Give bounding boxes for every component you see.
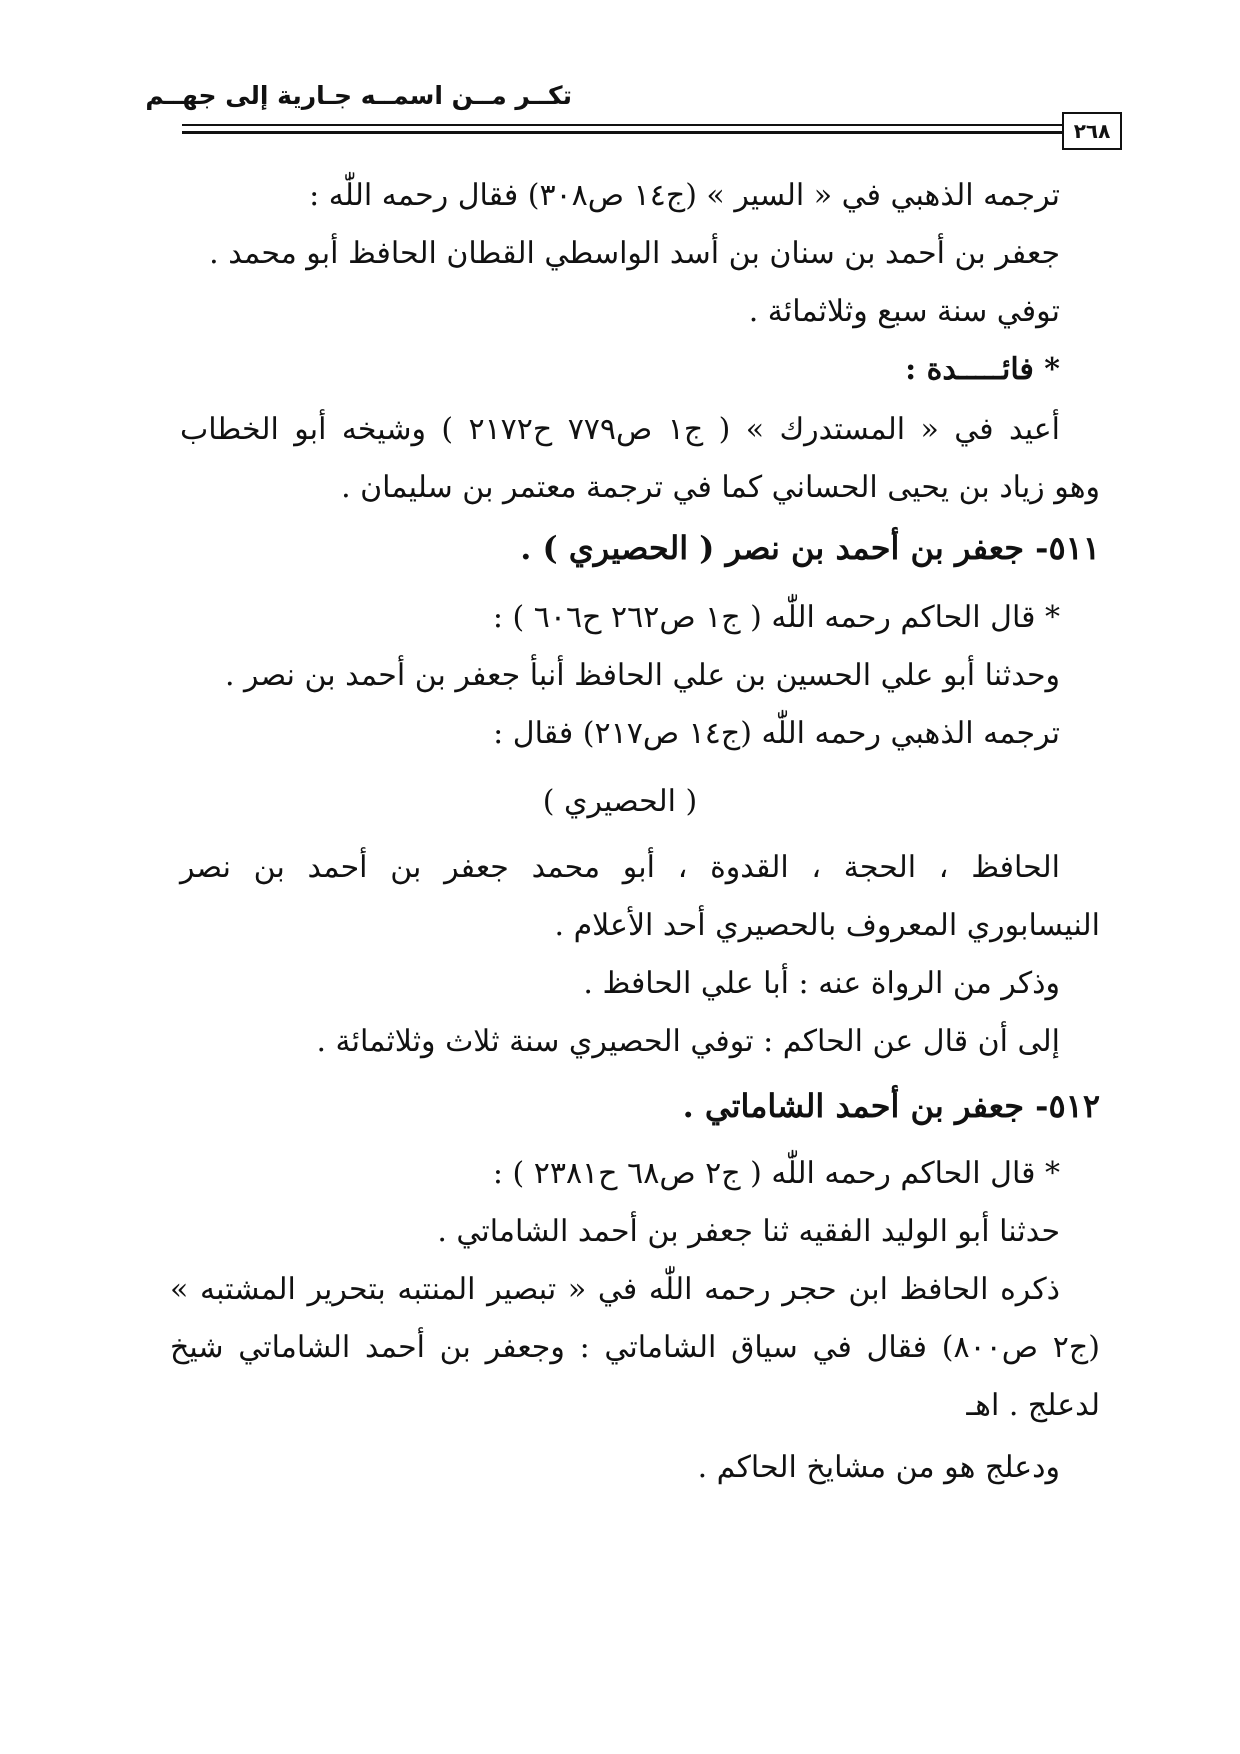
text-line: النيسابوري المعروف بالحصيري أحد الأعلام . [554, 908, 1100, 943]
text-line: توفي سنة سبع وثلاثمائة . [748, 294, 1060, 329]
entry-heading-511: ٥١١- جعفر بن أحمد بن نصر ( الحصيري ) . [520, 529, 1100, 567]
text-line: (ج٢ ص٨٠٠) فقال في سياق الشاماتي : وجعفر بن أحمد الشاماتي شيخ [170, 1330, 1100, 1365]
text-line: * قال الحاكم رحمه اللّٰه ( ج٢ ص٦٨ ح٢٣٨١ ) : [492, 1156, 1060, 1191]
running-header-title: تكــر مــن اسمــه جـارية إلى جهــم [145, 81, 572, 110]
text-line: جعفر بن أحمد بن سنان بن أسد الواسطي القطان الحافظ أبو محمد . [209, 236, 1060, 271]
text-line: ترجمه الذهبي في « السير » (ج١٤ ص٣٠٨) فقال رحمه اللّٰه : [309, 178, 1060, 213]
text-line: ذكره الحافظ ابن حجر رحمه اللّٰه في « تبصير المنتبه بتحرير المشتبه » [170, 1272, 1060, 1307]
section-heading-faida: * فائـــــدة : [905, 352, 1060, 387]
text-line: وهو زياد بن يحيى الحساني كما في ترجمة معتمر بن سليمان . [341, 470, 1100, 505]
text-line: * قال الحاكم رحمه اللّٰه ( ج١ ص٢٦٢ ح٦٠٦ ) : [492, 600, 1060, 635]
text-line: إلى أن قال عن الحاكم : توفي الحصيري سنة ثلاث وثلاثمائة . [316, 1024, 1060, 1059]
text-line: وحدثنا أبو علي الحسين بن علي الحافظ أنبأ جعفر بن أحمد بن نصر . [224, 658, 1060, 693]
text-line: وذكر من الرواة عنه : أبا علي الحافظ . [583, 966, 1060, 1001]
text-line: ودعلج هو من مشايخ الحاكم . [697, 1450, 1060, 1485]
text-line: ترجمه الذهبي رحمه اللّٰه (ج١٤ ص٢١٧) فقال : [493, 716, 1060, 751]
header-double-rule [182, 124, 1062, 134]
centered-title-alhusairi: ( الحصيري ) [542, 784, 698, 819]
text-line: أعيد في « المستدرك » ( ج١ ص٧٧٩ ح٢١٧٢ ) وشيخه أبو الخطاب [180, 412, 1060, 447]
page-number: ٢٦٨ [1062, 112, 1122, 150]
text-line: لدعلج . اهـ [966, 1388, 1100, 1423]
text-line: الحافظ ، الحجة ، القدوة ، أبو محمد جعفر بن أحمد بن نصر [180, 850, 1060, 885]
entry-heading-512: ٥١٢- جعفر بن أحمد الشاماتي . [682, 1087, 1100, 1125]
text-line: حدثنا أبو الوليد الفقيه ثنا جعفر بن أحمد الشاماتي . [437, 1214, 1060, 1249]
